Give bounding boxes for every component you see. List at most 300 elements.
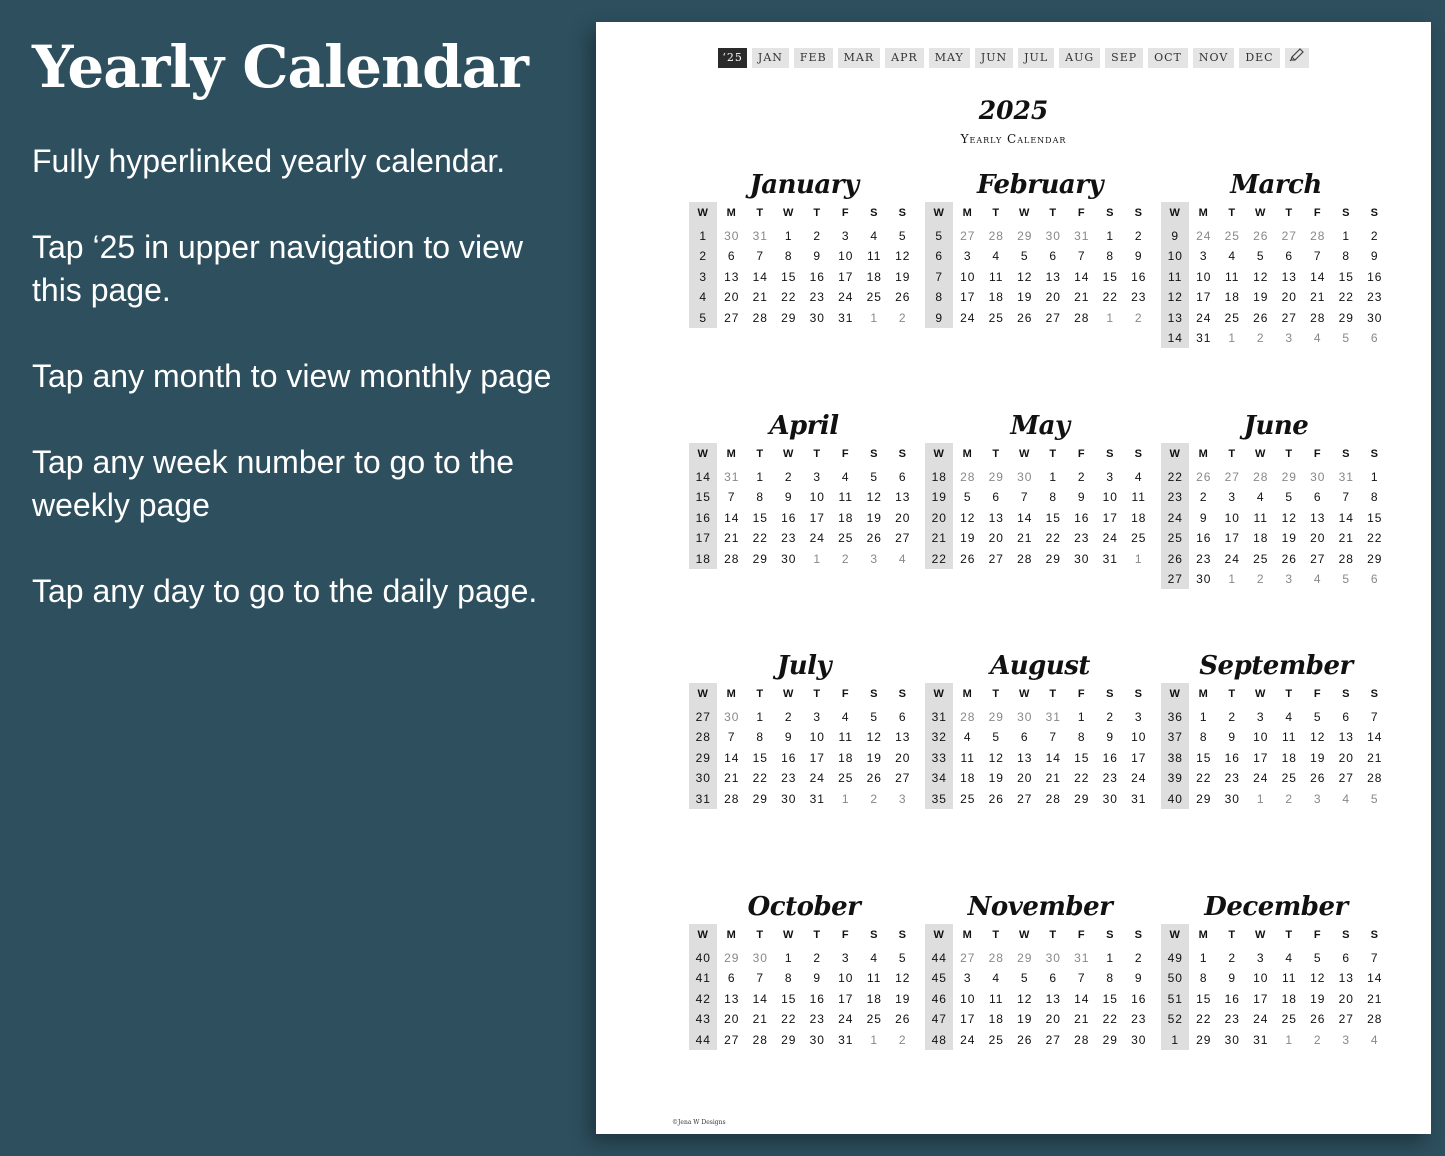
day-link[interactable]: 16 xyxy=(1196,531,1212,546)
day-link[interactable]: 26 xyxy=(895,290,911,305)
day-link[interactable]: 3 xyxy=(841,951,850,965)
day-link[interactable]: 14 xyxy=(1367,730,1383,745)
day-link[interactable]: 13 xyxy=(1310,510,1326,525)
day-link[interactable]: 12 xyxy=(988,750,1004,765)
day-link[interactable]: 29 xyxy=(781,1032,797,1047)
week-number-link[interactable]: 37 xyxy=(1167,730,1183,745)
day-link[interactable]: 2 xyxy=(784,710,793,724)
day-link[interactable]: 15 xyxy=(1367,510,1383,525)
day-link[interactable]: 5 xyxy=(1020,249,1029,264)
day-link[interactable]: 31 xyxy=(1196,330,1212,345)
week-number-link[interactable]: 40 xyxy=(695,951,711,965)
day-link[interactable]: 2 xyxy=(1134,951,1143,965)
day-link[interactable]: 18 xyxy=(866,269,882,284)
week-number-link[interactable]: 3 xyxy=(699,269,708,284)
day-link[interactable]: 12 xyxy=(866,490,882,505)
day-link[interactable]: 3 xyxy=(841,229,850,243)
day-link[interactable]: 17 xyxy=(1253,991,1269,1006)
day-link[interactable]: 30 xyxy=(809,1032,825,1047)
week-number-link[interactable]: 49 xyxy=(1167,951,1183,965)
day-link[interactable]: 19 xyxy=(1310,750,1326,765)
day-link[interactable]: 9 xyxy=(1106,730,1115,745)
day-link[interactable]: 21 xyxy=(1367,991,1383,1006)
day-link[interactable]: 16 xyxy=(1131,269,1147,284)
day-link[interactable]: 9 xyxy=(1370,249,1379,264)
day-link[interactable]: 25 xyxy=(866,290,882,305)
week-number-link[interactable]: 18 xyxy=(695,551,711,566)
day-link[interactable]: 18 xyxy=(866,991,882,1006)
day-link[interactable]: 19 xyxy=(866,510,882,525)
week-number-link[interactable]: 19 xyxy=(931,490,947,505)
day-link[interactable]: 16 xyxy=(809,269,825,284)
day-link[interactable]: 30 xyxy=(781,551,797,566)
day-link[interactable]: 30 xyxy=(1131,1032,1147,1047)
day-link[interactable]: 16 xyxy=(1131,991,1147,1006)
day-link[interactable]: 4 xyxy=(841,710,850,724)
day-link[interactable]: 10 xyxy=(1253,730,1269,745)
month-title[interactable]: March xyxy=(1230,170,1322,200)
day-link[interactable]: 1 xyxy=(1342,229,1351,243)
day-link[interactable]: 23 xyxy=(1196,551,1212,566)
day-link[interactable]: 13 xyxy=(1045,991,1061,1006)
day-link[interactable]: 3 xyxy=(813,710,822,724)
nav-month-dec[interactable]: DEC xyxy=(1239,48,1279,68)
day-link[interactable]: 25 xyxy=(838,771,854,786)
day-link[interactable]: 30 xyxy=(1102,791,1118,806)
day-link[interactable]: 11 xyxy=(1282,971,1297,986)
day-link[interactable]: 28 xyxy=(1017,551,1033,566)
day-link[interactable]: 29 xyxy=(1045,551,1061,566)
day-link[interactable]: 31 xyxy=(838,310,854,325)
day-link[interactable]: 23 xyxy=(1131,1012,1147,1027)
week-number-link[interactable]: 1 xyxy=(699,229,708,243)
day-link[interactable]: 23 xyxy=(809,290,825,305)
day-link[interactable]: 27 xyxy=(895,771,911,786)
day-link[interactable]: 29 xyxy=(1196,1032,1212,1047)
week-number-link[interactable]: 5 xyxy=(935,229,944,243)
month-title[interactable]: August xyxy=(990,651,1090,681)
day-link[interactable]: 1 xyxy=(1370,470,1379,484)
day-link[interactable]: 2 xyxy=(1077,470,1086,484)
day-link[interactable]: 28 xyxy=(724,791,740,806)
nav-month-apr[interactable]: APR xyxy=(885,48,924,68)
day-link[interactable]: 17 xyxy=(1224,531,1240,546)
day-link[interactable]: 8 xyxy=(1077,730,1086,745)
day-link[interactable]: 30 xyxy=(1196,571,1212,586)
day-link[interactable]: 13 xyxy=(895,730,911,745)
day-link[interactable]: 7 xyxy=(1342,490,1351,505)
week-number-link[interactable]: 48 xyxy=(931,1032,947,1047)
nav-month-aug[interactable]: AUG xyxy=(1059,48,1100,68)
day-link[interactable]: 3 xyxy=(1256,710,1265,724)
week-number-link[interactable]: 26 xyxy=(1167,551,1183,566)
day-link[interactable]: 11 xyxy=(838,490,853,505)
day-link[interactable]: 18 xyxy=(1281,750,1297,765)
day-link[interactable]: 19 xyxy=(1017,1012,1033,1027)
day-link[interactable]: 31 xyxy=(838,1032,854,1047)
day-link[interactable]: 25 xyxy=(1224,310,1240,325)
day-link[interactable]: 24 xyxy=(1102,531,1118,546)
week-number-link[interactable]: 51 xyxy=(1167,991,1183,1006)
day-link[interactable]: 27 xyxy=(724,1032,740,1047)
day-link[interactable]: 2 xyxy=(1199,490,1208,505)
day-link[interactable]: 5 xyxy=(1285,490,1294,505)
day-link[interactable]: 19 xyxy=(895,269,911,284)
week-number-link[interactable]: 29 xyxy=(695,750,711,765)
day-link[interactable]: 19 xyxy=(895,991,911,1006)
month-title[interactable]: February xyxy=(976,170,1103,200)
nav-month-jun[interactable]: JUN xyxy=(975,48,1013,68)
day-link[interactable]: 6 xyxy=(1342,951,1351,965)
day-link[interactable]: 8 xyxy=(756,730,765,745)
day-link[interactable]: 5 xyxy=(1313,710,1322,724)
day-link[interactable]: 19 xyxy=(1310,991,1326,1006)
day-link[interactable]: 1 xyxy=(1199,951,1208,965)
day-link[interactable]: 25 xyxy=(988,1032,1004,1047)
week-number-link[interactable]: 52 xyxy=(1167,1012,1183,1027)
day-link[interactable]: 8 xyxy=(784,971,793,986)
day-link[interactable]: 11 xyxy=(867,971,882,986)
day-link[interactable]: 3 xyxy=(1228,490,1237,505)
week-number-link[interactable]: 34 xyxy=(931,771,947,786)
day-link[interactable]: 2 xyxy=(1106,710,1115,724)
day-link[interactable]: 26 xyxy=(1017,1032,1033,1047)
day-link[interactable]: 14 xyxy=(752,269,768,284)
day-link[interactable]: 11 xyxy=(1253,510,1268,525)
week-number-link[interactable]: 11 xyxy=(1168,269,1183,284)
day-link[interactable]: 7 xyxy=(1049,730,1058,745)
week-number-link[interactable]: 20 xyxy=(931,510,947,525)
day-link[interactable]: 23 xyxy=(1131,290,1147,305)
day-link[interactable]: 28 xyxy=(1074,310,1090,325)
day-link[interactable]: 24 xyxy=(838,1012,854,1027)
week-number-link[interactable]: 50 xyxy=(1167,971,1183,986)
day-link[interactable]: 25 xyxy=(838,531,854,546)
week-number-link[interactable]: 22 xyxy=(931,551,947,566)
day-link[interactable]: 17 xyxy=(1131,750,1147,765)
day-link[interactable]: 27 xyxy=(895,531,911,546)
day-link[interactable]: 4 xyxy=(1285,951,1294,965)
day-link[interactable]: 7 xyxy=(1077,249,1086,264)
day-link[interactable]: 24 xyxy=(1196,310,1212,325)
day-link[interactable]: 15 xyxy=(1338,269,1354,284)
week-number-link[interactable]: 15 xyxy=(695,490,711,505)
day-link[interactable]: 21 xyxy=(724,771,740,786)
day-link[interactable]: 19 xyxy=(1253,290,1269,305)
day-link[interactable]: 3 xyxy=(1134,710,1143,724)
week-number-link[interactable]: 9 xyxy=(935,310,944,325)
day-link[interactable]: 17 xyxy=(1102,510,1118,525)
week-number-link[interactable]: 45 xyxy=(931,971,947,986)
day-link[interactable]: 4 xyxy=(992,249,1001,264)
day-link[interactable]: 20 xyxy=(1017,771,1033,786)
day-link[interactable]: 19 xyxy=(866,750,882,765)
day-link[interactable]: 26 xyxy=(960,551,976,566)
day-link[interactable]: 11 xyxy=(989,269,1004,284)
week-number-link[interactable]: 35 xyxy=(931,791,947,806)
month-title[interactable]: November xyxy=(967,892,1113,922)
day-link[interactable]: 28 xyxy=(1338,551,1354,566)
day-link[interactable]: 6 xyxy=(1020,730,1029,745)
day-link[interactable]: 31 xyxy=(809,791,825,806)
day-link[interactable]: 29 xyxy=(1074,791,1090,806)
day-link[interactable]: 21 xyxy=(1338,531,1354,546)
day-link[interactable]: 22 xyxy=(1102,290,1118,305)
day-link[interactable]: 2 xyxy=(1370,229,1379,243)
day-link[interactable]: 28 xyxy=(1367,771,1383,786)
day-link[interactable]: 17 xyxy=(960,290,976,305)
day-link[interactable]: 14 xyxy=(1017,510,1033,525)
day-link[interactable]: 27 xyxy=(1338,771,1354,786)
week-number-link[interactable]: 23 xyxy=(1167,490,1183,505)
day-link[interactable]: 26 xyxy=(866,531,882,546)
day-link[interactable]: 11 xyxy=(1131,490,1146,505)
day-link[interactable]: 30 xyxy=(781,791,797,806)
day-link[interactable]: 12 xyxy=(866,730,882,745)
day-link[interactable]: 29 xyxy=(1102,1032,1118,1047)
day-link[interactable]: 10 xyxy=(838,971,854,986)
day-link[interactable]: 19 xyxy=(1017,290,1033,305)
day-link[interactable]: 15 xyxy=(1102,269,1118,284)
day-link[interactable]: 20 xyxy=(1310,531,1326,546)
day-link[interactable]: 30 xyxy=(1224,1032,1240,1047)
day-link[interactable]: 10 xyxy=(1196,269,1212,284)
day-link[interactable]: 7 xyxy=(727,490,736,505)
day-link[interactable]: 27 xyxy=(1281,310,1297,325)
day-link[interactable]: 29 xyxy=(1367,551,1383,566)
day-link[interactable]: 20 xyxy=(1045,290,1061,305)
day-link[interactable]: 22 xyxy=(1196,771,1212,786)
nav-month-may[interactable]: MAY xyxy=(929,48,970,68)
day-link[interactable]: 18 xyxy=(960,771,976,786)
day-link[interactable]: 16 xyxy=(1367,269,1383,284)
nav-month-feb[interactable]: FEB xyxy=(794,48,833,68)
day-link[interactable]: 6 xyxy=(1049,971,1058,986)
day-link[interactable]: 3 xyxy=(963,249,972,264)
day-link[interactable]: 20 xyxy=(724,290,740,305)
week-number-link[interactable]: 10 xyxy=(1167,249,1183,264)
day-link[interactable]: 2 xyxy=(1228,710,1237,724)
day-link[interactable]: 22 xyxy=(1074,771,1090,786)
week-number-link[interactable]: 1 xyxy=(1171,1032,1180,1047)
day-link[interactable]: 7 xyxy=(1020,490,1029,505)
day-link[interactable]: 30 xyxy=(1074,551,1090,566)
day-link[interactable]: 17 xyxy=(1253,750,1269,765)
day-link[interactable]: 9 xyxy=(1077,490,1086,505)
day-link[interactable]: 29 xyxy=(752,791,768,806)
day-link[interactable]: 8 xyxy=(1342,249,1351,264)
day-link[interactable]: 1 xyxy=(1077,710,1086,724)
nav-month-jan[interactable]: JAN xyxy=(752,48,789,68)
day-link[interactable]: 5 xyxy=(898,951,907,965)
day-link[interactable]: 25 xyxy=(988,310,1004,325)
day-link[interactable]: 22 xyxy=(781,290,797,305)
day-link[interactable]: 6 xyxy=(898,710,907,724)
day-link[interactable]: 14 xyxy=(1367,971,1383,986)
week-number-link[interactable]: 38 xyxy=(1167,750,1183,765)
day-link[interactable]: 24 xyxy=(809,531,825,546)
day-link[interactable]: 5 xyxy=(1256,249,1265,264)
day-link[interactable]: 23 xyxy=(1224,771,1240,786)
day-link[interactable]: 15 xyxy=(1102,991,1118,1006)
day-link[interactable]: 20 xyxy=(724,1012,740,1027)
day-link[interactable]: 4 xyxy=(1256,490,1265,505)
week-number-link[interactable]: 28 xyxy=(695,730,711,745)
day-link[interactable]: 22 xyxy=(1102,1012,1118,1027)
month-title[interactable]: October xyxy=(747,892,861,922)
day-link[interactable]: 24 xyxy=(960,310,976,325)
day-link[interactable]: 15 xyxy=(1196,750,1212,765)
day-link[interactable]: 12 xyxy=(895,249,911,264)
day-link[interactable]: 16 xyxy=(1074,510,1090,525)
day-link[interactable]: 12 xyxy=(1017,991,1033,1006)
day-link[interactable]: 29 xyxy=(1196,791,1212,806)
week-number-link[interactable]: 36 xyxy=(1167,710,1183,724)
day-link[interactable]: 8 xyxy=(1370,490,1379,505)
nav-month-nov[interactable]: NOV xyxy=(1193,48,1234,68)
day-link[interactable]: 12 xyxy=(1017,269,1033,284)
day-link[interactable]: 8 xyxy=(784,249,793,264)
day-link[interactable]: 1 xyxy=(1106,229,1115,243)
day-link[interactable]: 4 xyxy=(992,971,1001,986)
day-link[interactable]: 11 xyxy=(838,730,853,745)
day-link[interactable]: 13 xyxy=(988,510,1004,525)
day-link[interactable]: 7 xyxy=(1370,710,1379,724)
week-number-link[interactable]: 44 xyxy=(931,951,947,965)
week-number-link[interactable]: 22 xyxy=(1167,470,1183,484)
day-link[interactable]: 4 xyxy=(870,229,879,243)
day-link[interactable]: 14 xyxy=(1074,991,1090,1006)
day-link[interactable]: 4 xyxy=(870,951,879,965)
day-link[interactable]: 5 xyxy=(870,470,879,484)
day-link[interactable]: 24 xyxy=(960,1032,976,1047)
week-number-link[interactable]: 7 xyxy=(935,269,944,284)
day-link[interactable]: 8 xyxy=(1106,249,1115,264)
day-link[interactable]: 20 xyxy=(895,750,911,765)
day-link[interactable]: 23 xyxy=(1102,771,1118,786)
day-link[interactable]: 10 xyxy=(1253,971,1269,986)
day-link[interactable]: 25 xyxy=(1253,551,1269,566)
day-link[interactable]: 18 xyxy=(988,290,1004,305)
day-link[interactable]: 9 xyxy=(1228,971,1237,986)
month-title[interactable]: June xyxy=(1243,411,1309,441)
day-link[interactable]: 5 xyxy=(992,730,1001,745)
day-link[interactable]: 2 xyxy=(813,229,822,243)
day-link[interactable]: 21 xyxy=(1367,750,1383,765)
day-link[interactable]: 16 xyxy=(1224,991,1240,1006)
nav-month-mar[interactable]: MAR xyxy=(838,48,881,68)
day-link[interactable]: 18 xyxy=(1253,531,1269,546)
day-link[interactable]: 23 xyxy=(1074,531,1090,546)
day-link[interactable]: 22 xyxy=(1367,531,1383,546)
day-link[interactable]: 6 xyxy=(898,470,907,484)
day-link[interactable]: 22 xyxy=(1338,290,1354,305)
day-link[interactable]: 16 xyxy=(1224,750,1240,765)
day-link[interactable]: 23 xyxy=(781,531,797,546)
day-link[interactable]: 14 xyxy=(1074,269,1090,284)
day-link[interactable]: 2 xyxy=(813,951,822,965)
day-link[interactable]: 14 xyxy=(1310,269,1326,284)
day-link[interactable]: 21 xyxy=(1310,290,1326,305)
day-link[interactable]: 16 xyxy=(809,991,825,1006)
day-link[interactable]: 27 xyxy=(1045,1032,1061,1047)
day-link[interactable]: 4 xyxy=(1134,470,1143,484)
day-link[interactable]: 5 xyxy=(963,490,972,505)
day-link[interactable]: 28 xyxy=(1074,1032,1090,1047)
day-link[interactable]: 7 xyxy=(756,971,765,986)
day-link[interactable]: 22 xyxy=(1045,531,1061,546)
day-link[interactable]: 23 xyxy=(781,771,797,786)
week-number-link[interactable]: 17 xyxy=(695,531,711,546)
day-link[interactable]: 10 xyxy=(960,991,976,1006)
day-link[interactable]: 22 xyxy=(1196,1012,1212,1027)
day-link[interactable]: 21 xyxy=(1074,290,1090,305)
day-link[interactable]: 6 xyxy=(992,490,1001,505)
week-number-link[interactable]: 40 xyxy=(1167,791,1183,806)
week-number-link[interactable]: 5 xyxy=(699,310,708,325)
day-link[interactable]: 28 xyxy=(752,1032,768,1047)
day-link[interactable]: 12 xyxy=(1281,510,1297,525)
day-link[interactable]: 16 xyxy=(1102,750,1118,765)
day-link[interactable]: 18 xyxy=(988,1012,1004,1027)
week-number-link[interactable]: 33 xyxy=(931,750,947,765)
day-link[interactable]: 10 xyxy=(1224,510,1240,525)
week-number-link[interactable]: 21 xyxy=(931,531,947,546)
week-number-link[interactable]: 32 xyxy=(931,730,947,745)
day-link[interactable]: 9 xyxy=(813,971,822,986)
week-number-link[interactable]: 43 xyxy=(695,1012,711,1027)
day-link[interactable]: 22 xyxy=(752,771,768,786)
day-link[interactable]: 28 xyxy=(1367,1012,1383,1027)
week-number-link[interactable]: 14 xyxy=(1167,330,1183,345)
day-link[interactable]: 17 xyxy=(838,269,854,284)
day-link[interactable]: 8 xyxy=(1049,490,1058,505)
day-link[interactable]: 30 xyxy=(1224,791,1240,806)
day-link[interactable]: 26 xyxy=(1310,771,1326,786)
day-link[interactable]: 26 xyxy=(895,1012,911,1027)
day-link[interactable]: 13 xyxy=(1045,269,1061,284)
day-link[interactable]: 7 xyxy=(1370,951,1379,965)
day-link[interactable]: 15 xyxy=(1196,991,1212,1006)
day-link[interactable]: 21 xyxy=(752,290,768,305)
day-link[interactable]: 15 xyxy=(752,510,768,525)
day-link[interactable]: 23 xyxy=(809,1012,825,1027)
day-link[interactable]: 12 xyxy=(960,510,976,525)
day-link[interactable]: 15 xyxy=(781,269,797,284)
day-link[interactable]: 29 xyxy=(752,551,768,566)
day-link[interactable]: 12 xyxy=(895,971,911,986)
day-link[interactable]: 3 xyxy=(1256,951,1265,965)
day-link[interactable]: 7 xyxy=(1313,249,1322,264)
day-link[interactable]: 26 xyxy=(988,791,1004,806)
day-link[interactable]: 15 xyxy=(781,991,797,1006)
month-title[interactable]: July xyxy=(776,651,832,681)
day-link[interactable]: 3 xyxy=(963,971,972,986)
day-link[interactable]: 1 xyxy=(1049,470,1058,484)
day-link[interactable]: 24 xyxy=(1253,1012,1269,1027)
day-link[interactable]: 2 xyxy=(1228,951,1237,965)
day-link[interactable]: 28 xyxy=(1045,791,1061,806)
week-number-link[interactable]: 44 xyxy=(695,1032,711,1047)
day-link[interactable]: 29 xyxy=(781,310,797,325)
day-link[interactable]: 20 xyxy=(1281,290,1297,305)
day-link[interactable]: 11 xyxy=(960,750,975,765)
day-link[interactable]: 1 xyxy=(756,710,765,724)
day-link[interactable]: 17 xyxy=(838,991,854,1006)
day-link[interactable]: 27 xyxy=(1338,1012,1354,1027)
month-title[interactable]: May xyxy=(1010,411,1070,441)
nav-month-oct[interactable]: OCT xyxy=(1148,48,1188,68)
